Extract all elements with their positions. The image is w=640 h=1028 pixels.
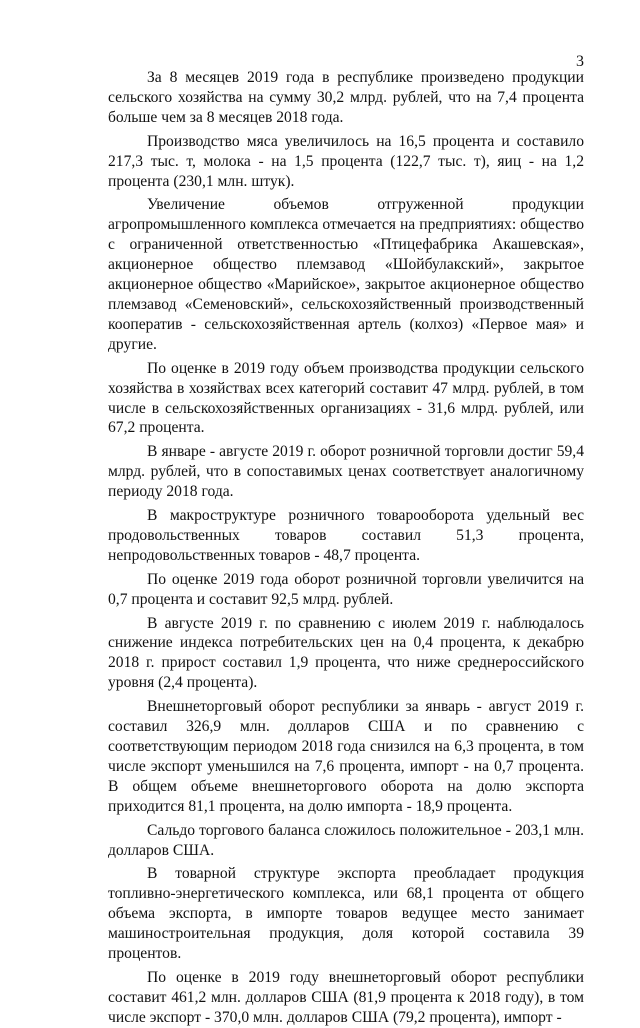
paragraph-meat-milk-eggs: Производство мяса увеличилось на 16,5 процента и составило 217,3 тыс. т, молока - на 1,5 процента (122,7 тыс. т), яиц - на 1,2 процента (230,1 млн. штук). — [108, 132, 584, 190]
paragraph-retail-turnover: В январе - августе 2019 г. оборот розничной торговли достиг 59,4 млрд. рублей, что в сопоставимых ценах соответствует аналогичному периоду 2018 года. — [108, 443, 584, 501]
paragraph-foreign-trade: Внешнеторговый оборот республики за январь - август 2019 г. составил 326,9 млн. долларов США и по сравнению с соответствующим периодом 2018 года снизился на 6,3 процента, в том числе экспорт уменьшился на 7,6 процента, импорт - на 0,7 процента. В общем объеме внешнеторгового оборота на долю экспорта приходится 81,1 процента, на долю импорта - 18,9 процента. — [108, 698, 584, 815]
paragraph-trade-forecast: По оценке в 2019 году внешнеторговый оборот республики составит 461,2 млн. долларов США (81,9 процента к 2018 году), в том числе экспорт - 370,0 млн. долларов США (79,2 процента), импорт - — [108, 968, 584, 1026]
paragraph-agro-enterprises: Увеличение объемов отгруженной продукции агропромышленного комплекса отмечается на предприятиях: общество с ограниченной ответственностью «Птицефабрика Акашевская», акционерное общество племзавод «Шойбулакский», закрытое акционерное общество «Марийское», закрытое акционерное общество племзавод «Семеновский», сельскохозяйственный производственный кооператив - сельскохозяйственная артель (колхоз) «Первое мая» и другие. — [108, 196, 584, 353]
paragraph-agriculture-forecast: По оценке в 2019 году объем производства продукции сельского хозяйства в хозяйствах всех категорий составит 47 млрд. рублей, в том числе в сельскохозяйственных организациях - 31,6 млрд. рублей, или 67,2 процента. — [108, 359, 584, 437]
paragraph-retail-forecast: По оценке 2019 года оборот розничной торговли увеличится на 0,7 процента и составит 92,5 млрд. рублей. — [108, 570, 584, 608]
paragraph-consumer-prices: В августе 2019 г. по сравнению с июлем 2019 г. наблюдалось снижение индекса потребительских цен на 0,4 процента, к декабрю 2018 г. прирост составил 1,9 процента, что ниже среднероссийского уровня (2,4 процента). — [108, 614, 584, 692]
page-number: 3 — [576, 53, 584, 70]
paragraph-retail-structure: В макроструктуре розничного товарооборота удельный вес продовольственных товаров составил 51,3 процента, непродовольственных товаров - 48,7 процента. — [108, 507, 584, 564]
paragraph-trade-balance: Сальдо торгового баланса сложилось положительное - 203,1 млн. долларов США. — [108, 821, 584, 859]
document-body — [108, 68, 584, 1028]
paragraph-agriculture-output: За 8 месяцев 2019 года в республике произведено продукции сельского хозяйства на сумму 30,2 млрд. рублей, что на 7,4 процента больше чем за 8 месяцев 2018 года. — [108, 69, 584, 126]
paragraph-export-structure: В товарной структуре экспорта преобладает продукция топливно-энергетического комплекса, или 68,1 процента от общего объема экспорта, в импорте товаров ведущее место занимает машиностроительная продукция, доля которой составила 39 процентов. — [108, 865, 584, 963]
